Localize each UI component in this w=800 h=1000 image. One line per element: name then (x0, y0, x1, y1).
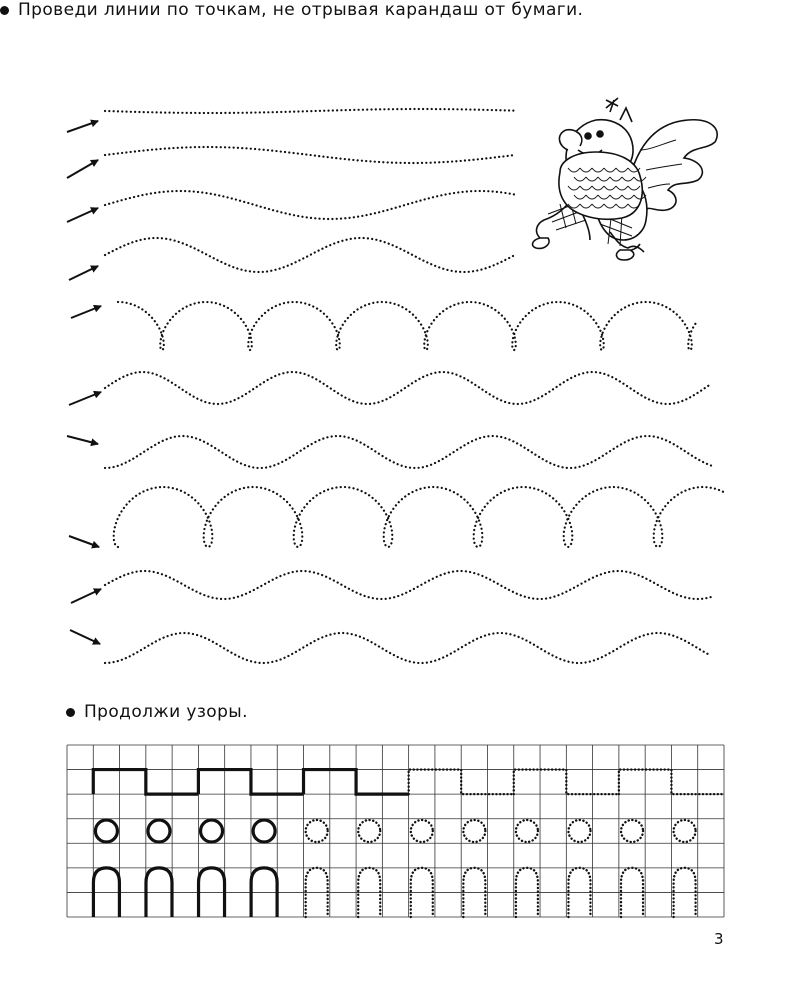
arrow-icon (71, 306, 101, 318)
square-wave-segment (93, 770, 198, 795)
page-number: 3 (714, 930, 724, 948)
circle-shape (411, 820, 433, 842)
tracing-line (114, 487, 725, 547)
circle-shape (568, 820, 590, 842)
circle-shape (463, 820, 485, 842)
bullet-icon (66, 708, 75, 717)
tracing-line (105, 372, 711, 404)
arrow-icon (69, 266, 98, 280)
circle-shape (201, 820, 223, 842)
tracing-line (105, 147, 515, 163)
arrow-icon (67, 160, 98, 178)
squirrel-icon (533, 98, 718, 260)
tracing-line (105, 571, 711, 599)
arrow-icon (71, 589, 101, 603)
tracing-line (105, 633, 711, 663)
arrow-icon (69, 392, 101, 405)
circle-shape (516, 820, 538, 842)
circle-shape (253, 820, 275, 842)
square-wave-segment (304, 770, 409, 795)
tracing-line (105, 238, 515, 272)
task-1-text: Проведи линии по точкам, не отрывая карандаш от бумаги. (18, 0, 584, 20)
arrow-icon (67, 208, 98, 222)
circle-shape (674, 820, 696, 842)
arrow-icon (70, 630, 100, 644)
arrow-icon (69, 536, 99, 547)
circle-shape (95, 820, 117, 842)
pattern-grid (67, 745, 724, 917)
circle-shape (358, 820, 380, 842)
tracing-line (105, 191, 515, 219)
task-2 (66, 702, 248, 722)
arrow-icon (67, 436, 98, 444)
circle-shape (621, 820, 643, 842)
square-wave-segment (198, 770, 303, 795)
task-2-text: Продолжи узоры. (84, 702, 248, 722)
tracing-line (105, 436, 711, 468)
tracing-line (105, 109, 517, 113)
circle-shape (306, 820, 328, 842)
circle-shape (148, 820, 170, 842)
tracing-line (118, 302, 697, 350)
arrow-icon (67, 121, 98, 132)
